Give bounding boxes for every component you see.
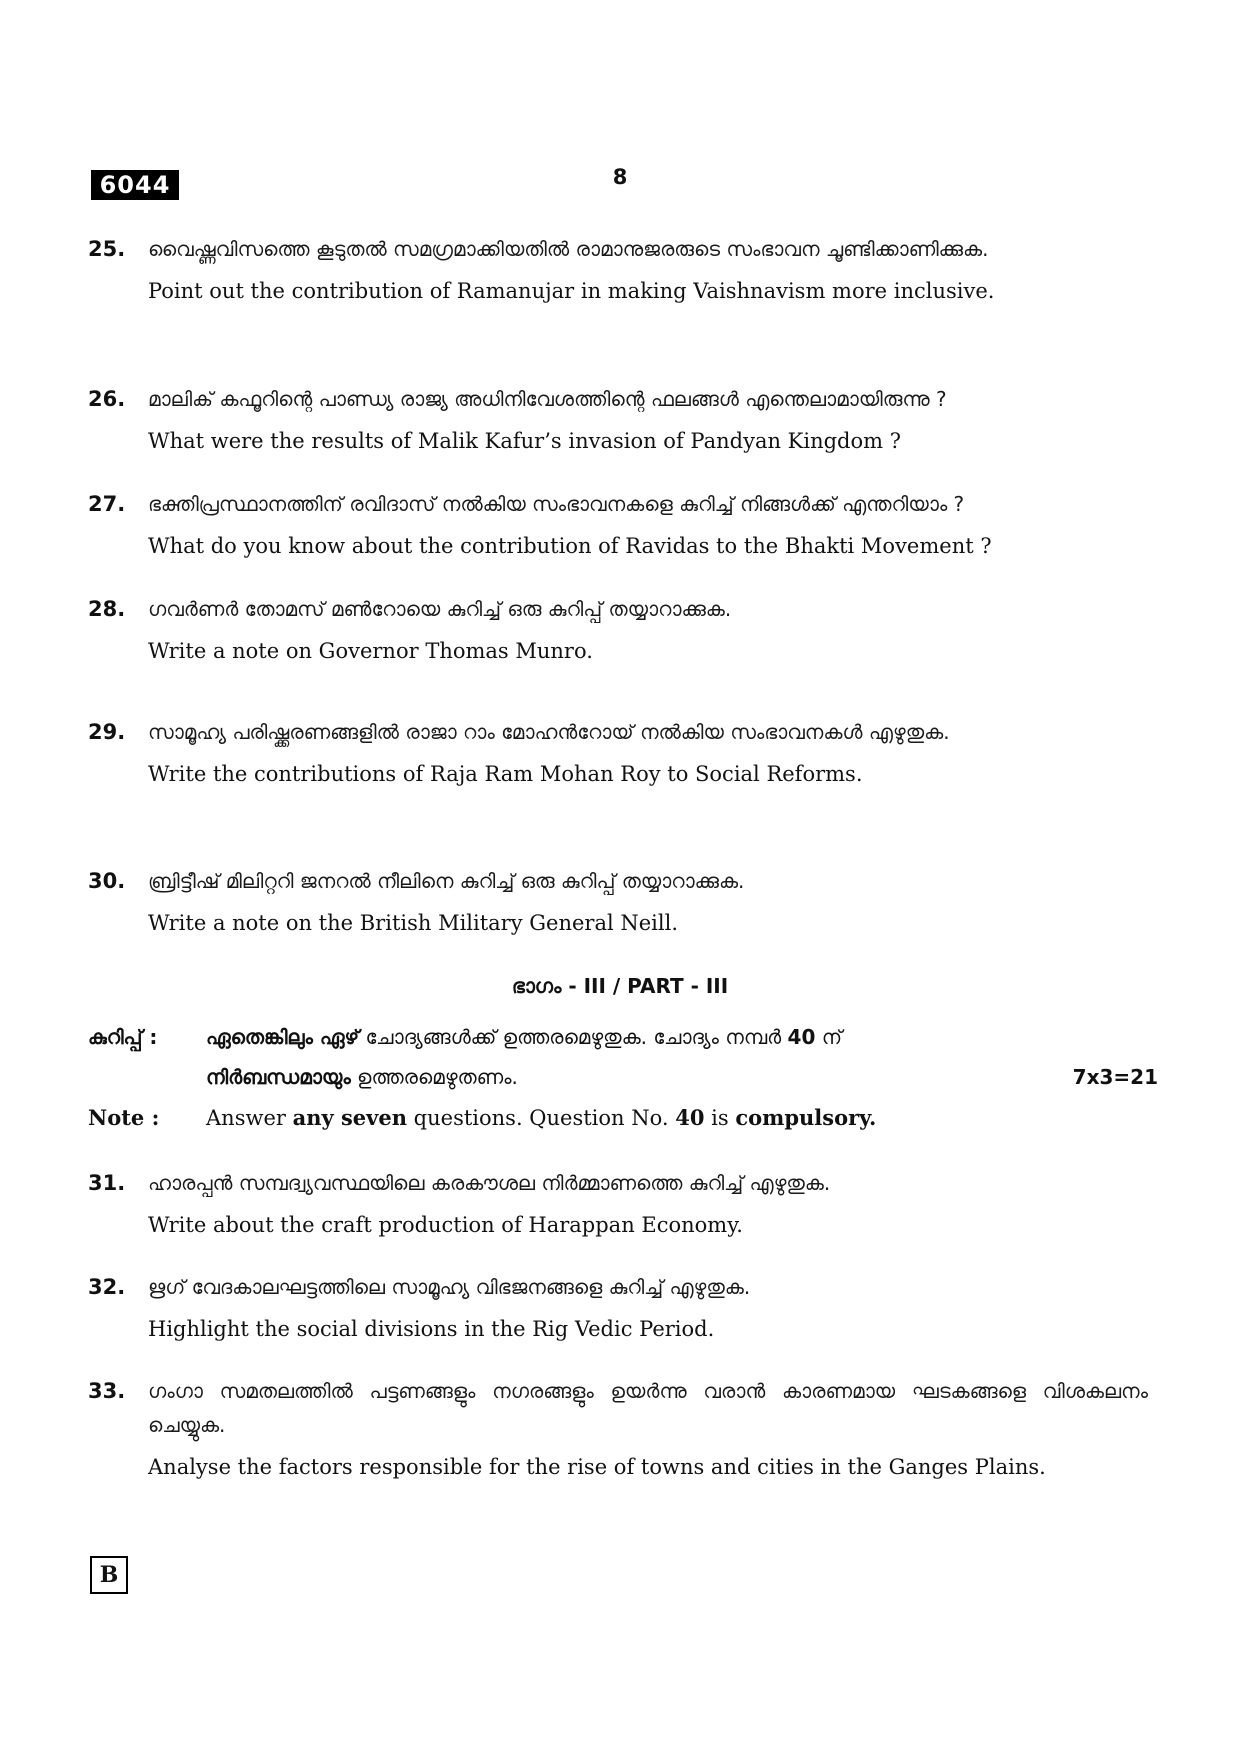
note-label-malayalam: കുറിപ്പ് : [88,1025,158,1049]
question-text-malayalam: മാലിക് കഫൂറിന്റെ പാണ്ഡ്യ രാജ്യ അധിനിവേശത്തിന്റെ ഫലങ്ങൾ എന്തെലാമായിരുന്നു ? [148,387,947,411]
question-text-english: Highlight the social divisions in the Rig Vedic Period. [148,1317,715,1341]
question-32 [88,1270,1148,1346]
question-number: 29. [88,720,126,744]
note-emphasis: നിർബന്ധമായും [206,1065,351,1089]
note-emphasis: ഏതെങ്കിലും ഏഴ് [206,1025,360,1049]
question-31 [88,1166,1148,1242]
question-number: 26. [88,387,126,411]
note-text: ന് [815,1025,843,1049]
question-26 [88,382,1148,458]
part-heading: ഭാഗം - III / PART - III [511,974,729,998]
question-text-english: Point out the contribution of Ramanujar in making Vaishnavism more inclusive. [148,279,995,303]
booklet-code: B [90,1556,128,1594]
page-number: 8 [612,165,628,189]
question-number: 33. [88,1379,126,1403]
question-number: 30. [88,869,126,893]
question-25 [88,232,1148,308]
note-body-english [206,1105,1158,1130]
note-body-malayalam [206,1017,1158,1097]
note-emphasis: 40 [787,1025,816,1049]
question-text-english: Write a note on the British Military General Neill. [148,911,678,935]
note-text: Answer [206,1106,293,1130]
question-text-malayalam: ഹാരപ്പൻ സമ്പദ്വ്യവസ്ഥയിലെ കരകൗശല നിർമ്മാണത്തെ കുറിച്ച് എഴുതുക. [148,1171,831,1195]
question-text-malayalam: വൈഷ്ണവിസത്തെ കൂടുതൽ സമഗ്രമാക്കിയതിൽ രാമാനുജരരുടെ സംഭാവന ചൂണ്ടിക്കാണിക്കുക. [148,237,989,261]
note-text: ചോദ്യങ്ങൾക്ക് ഉത്തരമെഴുതുക. ചോദ്യം നമ്പർ [359,1025,788,1049]
note-text: is [704,1106,736,1130]
marks-allocation: 7x3=21 [1072,1065,1158,1089]
note-text: questions. Question No. [407,1106,676,1130]
question-number: 31. [88,1171,126,1195]
question-text-malayalam: ഭക്തിപ്രസ്ഥാനത്തിന് രവിദാസ് നൽകിയ സംഭാവനകളെ കുറിച്ച് നിങ്ങൾക്ക് എന്തറിയാം ? [148,492,965,516]
question-text-english: Write a note on Governor Thomas Munro. [148,639,593,663]
question-text-malayalam: ഋഗ് വേദകാലഘട്ടത്തിലെ സാമൂഹ്യ വിഭജനങ്ങളെ കുറിച്ച് എഴുതുക. [148,1275,751,1299]
question-text-malayalam: സാമൂഹ്യ പരിഷ്ക്കരണങ്ങളിൽ രാജാ റാം മോഹൻറോയ് നൽകിയ സംഭാവനകൾ എഴുതുക. [148,720,950,744]
note-emphasis: 40 [675,1105,705,1130]
question-text-english: Analyse the factors responsible for the rise of towns and cities in the Ganges Plains. [148,1455,1046,1479]
question-text-english: What do you know about the contribution of Ravidas to the Bhakti Movement ? [148,534,992,558]
note-text: ഉത്തരമെഴുതണം. [350,1065,518,1089]
question-number: 32. [88,1275,126,1299]
paper-code: 6044 [91,170,179,200]
question-text-english: Write about the craft production of Harappan Economy. [148,1213,743,1237]
question-text-english: What were the results of Malik Kafur’s invasion of Pandyan Kingdom ? [148,429,901,453]
question-28 [88,592,1148,668]
question-29 [88,715,1148,791]
note-malayalam [88,1017,1158,1097]
question-text-malayalam: ബ്രിട്ടീഷ് മിലിറ്ററി ജനറൽ നീലിനെ കുറിച്ച് ഒരു കുറിപ്പ് തയ്യാറാക്കുക. [148,869,745,893]
question-number: 27. [88,492,126,516]
question-number: 25. [88,237,126,261]
question-text-malayalam: ഗവർണർ തോമസ് മൺറോയെ കുറിച്ച് ഒരു കുറിപ്പ് തയ്യാറാക്കുക. [148,597,732,621]
question-30 [88,864,1148,940]
question-text-malayalam: ഗംഗാ സമതലത്തിൽ പട്ടണങ്ങളും നഗരങ്ങളും ഉയർന്നു വരാൻ കാരണമായ ഘടകങ്ങളെ വിശകലനം ചെയ്യുക. [148,1379,1148,1437]
question-number: 28. [88,597,126,621]
question-27 [88,487,1148,563]
note-emphasis: any seven [292,1105,407,1130]
note-emphasis: compulsory. [735,1105,877,1130]
note-label-english: Note : [88,1105,160,1130]
question-33 [88,1374,1148,1484]
question-text-english: Write the contributions of Raja Ram Mohan Roy to Social Reforms. [148,762,863,786]
note-english [88,1105,1158,1130]
